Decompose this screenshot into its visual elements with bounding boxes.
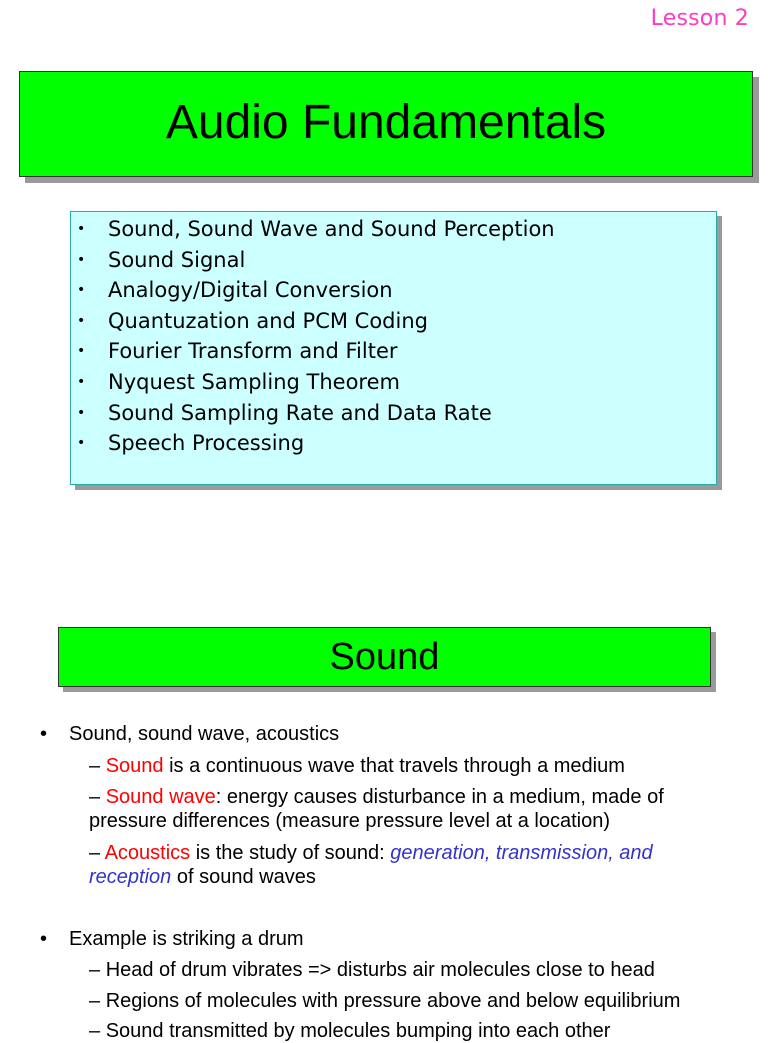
sub-point-text: is a continuous wave that travels through a medium: [163, 755, 625, 777]
slide-title: Audio Fundamentals: [165, 95, 607, 149]
dash-icon: –: [89, 755, 101, 777]
bullet-text: Example is striking a drum: [69, 928, 304, 950]
outline-item-text: Quantuzation and PCM Coding: [108, 308, 428, 333]
outline-item: [71, 336, 555, 367]
outline-item: [71, 214, 555, 245]
sub-point: [89, 1019, 729, 1043]
dash-icon: –: [89, 786, 101, 808]
outline-item: [71, 306, 555, 337]
term-acoustics: Acoustics: [104, 842, 191, 864]
sub-point: [89, 989, 729, 1013]
bullet-icon: •: [77, 435, 86, 452]
outline-item-text: Speech Processing: [108, 431, 305, 456]
emphasis-text: generation, transmission, and reception: [89, 842, 653, 888]
outline-item: [71, 245, 555, 276]
bullet-icon: •: [40, 723, 48, 745]
term-sound: Sound: [105, 755, 164, 777]
bullet-icon: •: [77, 312, 86, 329]
term-sound-wave: Sound wave: [105, 786, 216, 808]
bullet-icon: •: [77, 221, 86, 237]
title-banner: [19, 71, 753, 177]
sub-point-text: Sound transmitted by molecules bumping into each other: [105, 1020, 611, 1042]
bullet-icon: •: [40, 928, 48, 950]
bullet-icon: •: [77, 251, 86, 268]
outline-list: [71, 214, 555, 459]
sub-point: [89, 785, 729, 833]
lesson-label: Lesson 2: [650, 6, 749, 31]
section-banner: [58, 627, 711, 687]
bullet-icon: •: [77, 282, 86, 299]
bullet-icon: •: [77, 343, 86, 360]
sub-point: [89, 841, 729, 889]
outline-item-text: Analogy/Digital Conversion: [108, 278, 393, 303]
outline-item-text: Sound, Sound Wave and Sound Perception: [108, 217, 555, 241]
outline-item-text: Sound Sampling Rate and Data Rate: [108, 400, 492, 425]
section-title: Sound: [329, 635, 440, 678]
bullet-icon: •: [77, 373, 86, 390]
outline-item: [71, 275, 555, 306]
sub-point-text: is the study of sound:: [190, 842, 391, 864]
bullet-icon: •: [77, 404, 86, 421]
sub-point-text: : energy causes disturbance in a medium, made of pressure differences (measure pressure level at a location): [89, 786, 664, 832]
sub-point-text: of sound waves: [171, 866, 316, 888]
outline-item-text: Sound Signal: [108, 247, 246, 272]
dash-icon: –: [89, 1020, 101, 1042]
dash-icon: –: [89, 842, 101, 864]
outline-item-text: Nyquest Sampling Theorem: [108, 369, 400, 394]
outline-box: [70, 211, 717, 485]
sub-point: [89, 958, 729, 982]
outline-item-text: Fourier Transform and Filter: [108, 339, 398, 364]
bullet-text: Sound, sound wave, acoustics: [69, 723, 340, 745]
outline-item: [71, 398, 555, 429]
sub-point-text: Head of drum vibrates => disturbs air molecules close to head: [105, 959, 655, 981]
dash-icon: –: [89, 990, 101, 1012]
outline-item: [71, 367, 555, 398]
dash-icon: –: [89, 959, 101, 981]
outline-item: [71, 428, 555, 459]
sub-point: [89, 754, 729, 778]
sub-point-text: Regions of molecules with pressure above and below equilibrium: [105, 990, 681, 1012]
